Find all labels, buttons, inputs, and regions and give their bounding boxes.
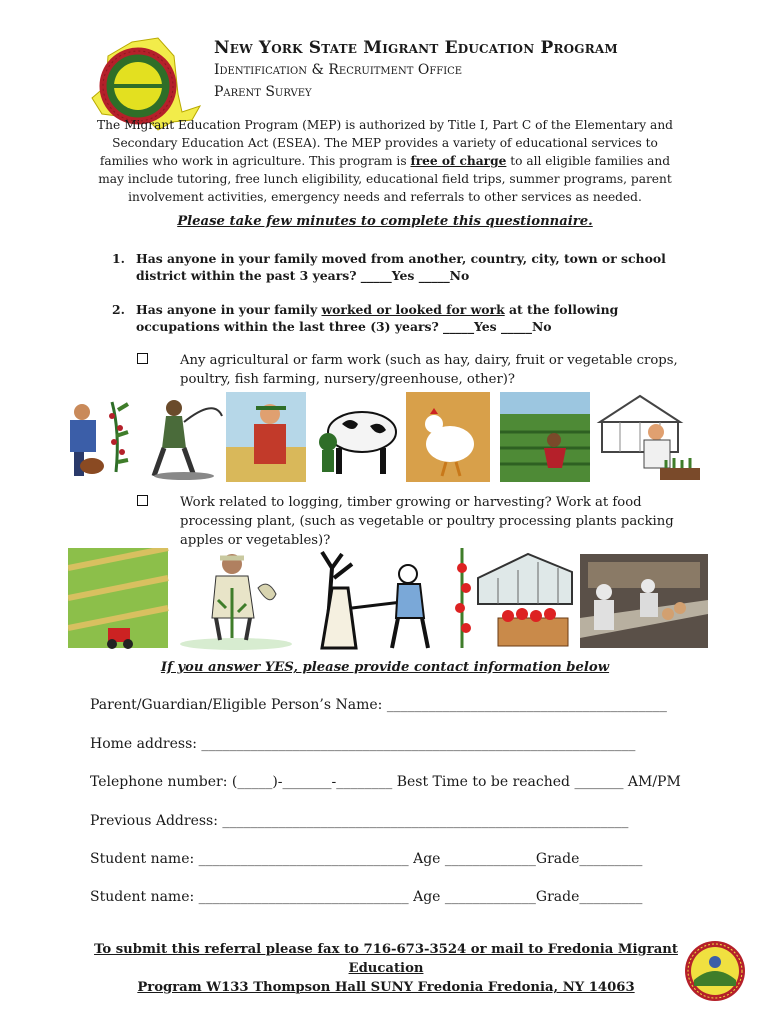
- question-1: [112, 250, 682, 284]
- logging-processing-option-text: Work related to logging, timber growing or harvesting? Work at food processing plant, (such as vegetable or poultry processing plants packing apples or vegetables)?: [180, 495, 674, 548]
- student-1-field[interactable]: Student name: ______________________________ Age _____________Grade_________: [90, 851, 643, 867]
- program-title: New York State Migrant Education Program: [214, 38, 618, 58]
- submission-instructions: [90, 940, 682, 997]
- contact-info-instruction: If you answer YES, please provide contact information below: [160, 660, 610, 675]
- previous-address-field[interactable]: Previous Address: __________________________________________________________: [90, 813, 629, 829]
- question-1-number: 1.: [112, 251, 125, 266]
- question-2-text: [136, 301, 682, 335]
- intro-paragraph: [90, 116, 680, 206]
- telephone-field[interactable]: Telephone number: (_____)-_______-________ Best Time to be reached _______ AM/PM: [90, 774, 681, 790]
- logging-processing-checkbox[interactable]: [137, 495, 148, 506]
- logger-tree-image: [322, 552, 428, 648]
- field-worker-image: [154, 400, 222, 480]
- greenhouse-worker-image: [600, 396, 700, 480]
- question-2-number: 2.: [112, 302, 125, 317]
- agriculture-checkbox[interactable]: [137, 353, 148, 364]
- processing-plant-photo: [580, 554, 708, 648]
- question-2: [112, 301, 682, 335]
- question-2-post: at the following occupations within the last three (3) years? _____Yes _____No: [136, 302, 619, 334]
- student-2-field[interactable]: Student name: ______________________________ Age _____________Grade_________: [90, 889, 643, 905]
- intro-text-part2: to all eligible families and may include tutoring, free lunch eligibility, educational field trips, summer programs, parent involvement activities, emergency needs and referrals to other services as needed.: [98, 154, 672, 204]
- crop-field-workers-image: [500, 392, 590, 482]
- program-seal-image: [684, 940, 746, 1002]
- footer-line-2: Program W133 Thompson Hall SUNY Fredonia Fredonia, NY 14063: [137, 980, 635, 995]
- logging-processing-clipart-row: [68, 548, 708, 652]
- tractor-field-image: [68, 548, 168, 649]
- question-2-underlined: worked or looked for work: [321, 302, 505, 317]
- free-of-charge-emphasis: free of charge: [410, 154, 507, 168]
- chicken-image: [406, 392, 490, 482]
- tomato-greenhouse-crate-image: [455, 548, 572, 648]
- home-address-field[interactable]: Home address: ______________________________________________________________: [90, 736, 636, 752]
- guardian-name-field[interactable]: Parent/Guardian/Eligible Person’s Name: ________________________________________: [90, 697, 667, 713]
- footer-line-1: To submit this referral please fax to 716-673-3524 or mail to Fredonia Migrant Education: [94, 942, 678, 976]
- dairy-cow-image: [319, 412, 396, 474]
- intro-text-part1: The Migrant Education Program (MEP) is authorized by Title I, Part C of the Elementary and Secondary Education Act (ESEA). The MEP provides a variety of educational services to families who work in agriculture. This program is: [97, 118, 673, 168]
- question-1-text: Has anyone in your family moved from another, country, city, town or school district within the past 3 years? _____Yes _____No: [136, 251, 666, 283]
- farmer-picking-image: [70, 402, 128, 476]
- harvest-worker-image: [180, 554, 292, 650]
- agriculture-option-text: Any agricultural or farm work (such as hay, dairy, fruit or vegetable crops, poultry, fish farming, nursery/greenhouse, other)?: [180, 353, 678, 387]
- farmer-hay-image: [226, 392, 306, 482]
- agriculture-clipart-row: [66, 392, 702, 484]
- office-subtitle: Identification & Recruitment Office: [214, 62, 463, 78]
- questionnaire-instruction: Please take few minutes to complete this questionnaire.: [177, 214, 593, 229]
- question-2-pre: Has anyone in your family: [136, 302, 322, 317]
- survey-subtitle: Parent Survey: [214, 84, 312, 100]
